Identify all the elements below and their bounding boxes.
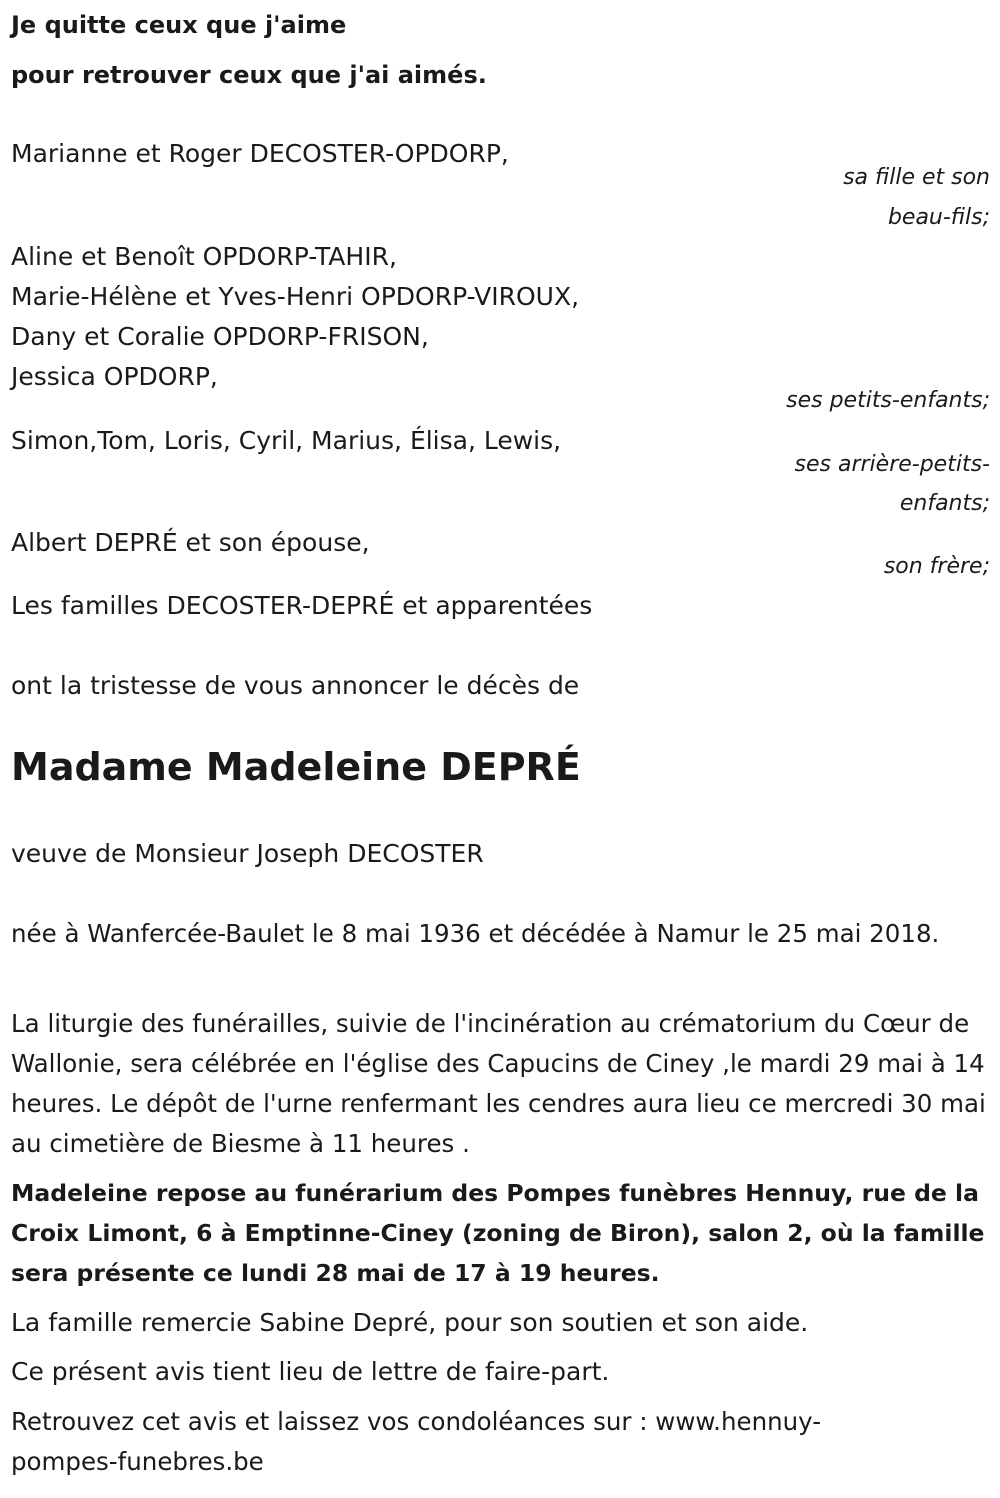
epigraph-line-2: pour retrouver ceux que j'ai aimés. xyxy=(11,61,487,89)
deceased-name: Madame Madeleine DEPRÉ xyxy=(11,745,581,789)
grandchildren-relation: ses petits-enfants; xyxy=(786,388,990,413)
birth-death-paragraph: née à Wanfercée-Baulet le 8 mai 1936 et décédée à Namur le 25 mai 2018. xyxy=(11,919,940,948)
thanks-line: La famille remercie Sabine Depré, pour son soutien et son aide. xyxy=(11,1308,809,1337)
families-line: Les familles DECOSTER-DEPRÉ et apparentées xyxy=(11,591,593,620)
great-grandchildren: Simon,Tom, Loris, Cyril, Marius, Élisa, Lewis, xyxy=(11,426,562,455)
widow-of-line: veuve de Monsieur Joseph DECOSTER xyxy=(11,839,484,868)
daughter-name: Marianne et Roger DECOSTER-OPDORP, xyxy=(11,139,509,168)
announcement-line: ont la tristesse de vous annoncer le décès de xyxy=(11,671,580,700)
great-grandchildren-relation-1: ses arrière-petits- xyxy=(794,452,990,477)
epigraph-line-1: Je quitte ceux que j'aime xyxy=(11,11,347,39)
brother-name: Albert DEPRÉ et son épouse, xyxy=(11,528,370,557)
grandchild-3: Dany et Coralie OPDORP-FRISON, xyxy=(11,322,429,351)
grandchild-1: Aline et Benoît OPDORP-TAHIR, xyxy=(11,242,397,271)
grandchild-4: Jessica OPDORP, xyxy=(11,362,218,391)
daughter-relation-1: sa fille et son xyxy=(843,165,990,190)
daughter-relation-2: beau-fils; xyxy=(887,205,990,230)
repose-paragraph: Madeleine repose au funérarium des Pompes funèbres Hennuy, rue de la Croix Limont, 6 à Emptinne-Ciney (zoning de Biron), salon 2, où la famille sera présente ce lundi 28 mai de 17 à 19 heures. xyxy=(11,1179,985,1287)
great-grandchildren-relation-2: enfants; xyxy=(899,491,990,516)
liturgy-paragraph: La liturgie des funérailles, suivie de l'incinération au crématorium du Cœur de Wallonie, sera célébrée en l'église des Capucins de Ciney ,le mardi 29 mai à 14 heures. Le dépôt de l'urne renfermant les cendres aura lieu ce mercredi 30 mai au cimetière de Biesme à 11 heures . xyxy=(11,1009,986,1158)
grandchild-2: Marie-Hélène et Yves-Henri OPDORP-VIROUX, xyxy=(11,282,580,311)
brother-relation: son frère; xyxy=(883,554,990,579)
notice-line: Ce présent avis tient lieu de lettre de faire-part. xyxy=(11,1357,610,1386)
website-paragraph: Retrouvez cet avis et laissez vos condoléances sur : www.hennuy-pompes-funebres.be xyxy=(11,1407,822,1476)
